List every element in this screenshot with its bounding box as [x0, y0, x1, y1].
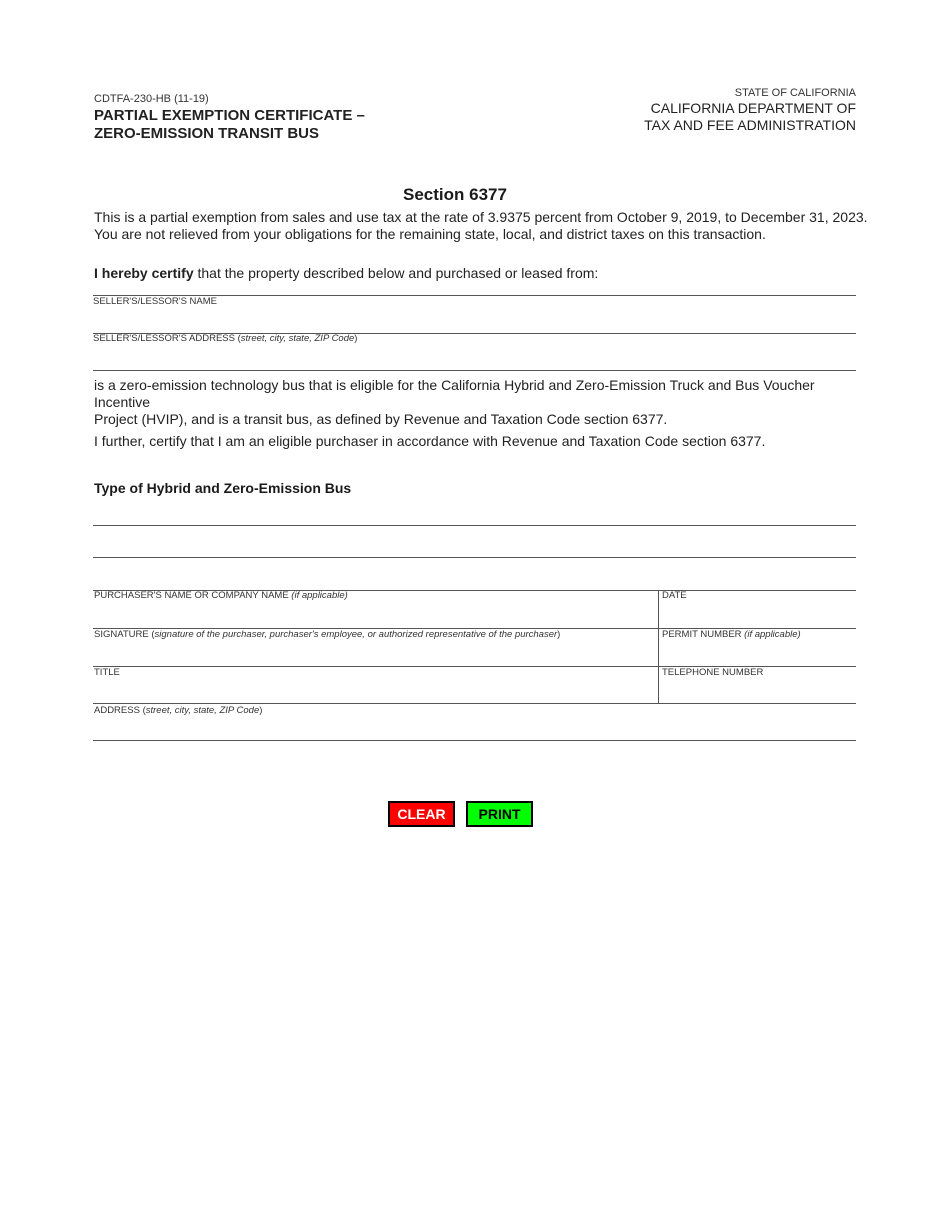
telephone-label: TELEPHONE NUMBER — [662, 667, 764, 678]
address-label — [94, 705, 262, 716]
further-certify: I further, certify that I am an eligible purchaser in accordance with Revenue and Taxation Code section 6377. — [94, 433, 766, 449]
address-close: ) — [259, 705, 263, 716]
sig-row-line-3 — [93, 703, 856, 704]
certify-statement — [94, 265, 884, 282]
seller-address-label-text: SELLER'S/LESSOR'S ADDRESS ( — [93, 333, 241, 344]
signature-input[interactable] — [94, 645, 654, 659]
seller-address-input[interactable] — [93, 350, 856, 364]
signature-label — [94, 629, 560, 640]
title-label: TITLE — [94, 667, 120, 678]
intro-line1: This is a partial exemption from sales and use tax at the rate of 3.9375 percent from October 9, 2019, to December 31, 2023. — [94, 209, 868, 225]
purchaser-name-input[interactable] — [94, 607, 654, 621]
section-title: Section 6377 — [403, 185, 507, 204]
intro-paragraph — [94, 209, 894, 243]
permit-label-text: PERMIT NUMBER — [662, 629, 745, 640]
form-title-line1: PARTIAL EXEMPTION CERTIFICATE – — [94, 107, 365, 124]
certify-rest: that the property described below and purchased or leased from: — [193, 265, 599, 281]
bus-paragraph — [94, 377, 854, 428]
form-title-line2: ZERO-EMISSION TRANSIT BUS — [94, 125, 320, 142]
form-id: CDTFA-230-HB (11-19) — [94, 93, 209, 105]
agency-block — [644, 86, 856, 134]
date-input[interactable] — [662, 607, 852, 621]
purchaser-label-text: PURCHASER'S NAME OR COMPANY NAME — [94, 590, 292, 601]
seller-address-label — [93, 333, 357, 344]
purchaser-name-label — [94, 590, 348, 601]
permit-hint: (if applicable) — [744, 629, 801, 640]
title-input[interactable] — [94, 683, 654, 697]
telephone-input[interactable] — [662, 683, 852, 697]
seller-name-label: SELLER'S/LESSOR'S NAME — [93, 296, 218, 307]
clear-button[interactable]: CLEAR — [388, 801, 455, 827]
print-button[interactable]: PRINT — [466, 801, 533, 827]
address-input[interactable] — [94, 721, 854, 735]
seller-address-hint: street, city, state, ZIP Code — [240, 333, 355, 344]
state-label: STATE OF CALIFORNIA — [734, 87, 856, 99]
seller-name-input[interactable] — [93, 310, 856, 324]
bus-type-heading: Type of Hybrid and Zero-Emission Bus — [94, 480, 352, 496]
purchaser-hint: (if applicable) — [291, 590, 348, 601]
bus-type-line-1 — [93, 525, 856, 526]
seller-address-line-bottom — [93, 370, 856, 371]
dept-line1: CALIFORNIA DEPARTMENT OF — [650, 100, 856, 116]
signature-close: ) — [557, 629, 561, 640]
form-title — [94, 107, 365, 143]
certify-bold: I hereby certify — [94, 265, 194, 281]
bus-type-input-1[interactable] — [93, 509, 856, 523]
date-label: DATE — [662, 590, 687, 601]
signature-label-text: SIGNATURE ( — [94, 629, 155, 640]
permit-number-input[interactable] — [662, 645, 852, 659]
signature-hint: signature of the purchaser, purchaser's employee, or authorized representative of the purchaser — [154, 629, 558, 640]
bus-type-line-2 — [93, 557, 856, 558]
address-line-bottom — [93, 740, 856, 741]
dept-line2: TAX AND FEE ADMINISTRATION — [644, 117, 856, 133]
address-label-text: ADDRESS ( — [94, 705, 146, 716]
intro-line2: You are not relieved from your obligations for the remaining state, local, and district taxes on this transaction. — [94, 226, 766, 242]
bus-type-input-2[interactable] — [93, 540, 856, 554]
seller-address-close: ) — [354, 333, 358, 344]
sig-block-divider — [658, 590, 659, 703]
address-hint: street, city, state, ZIP Code — [145, 705, 260, 716]
permit-number-label — [662, 629, 801, 640]
bus-line1: is a zero-emission technology bus that is eligible for the California Hybrid and Zero-Emission Truck and Bus Voucher Incentive — [94, 377, 815, 410]
bus-line2: Project (HVIP), and is a transit bus, as defined by Revenue and Taxation Code section 6377. — [94, 411, 668, 427]
